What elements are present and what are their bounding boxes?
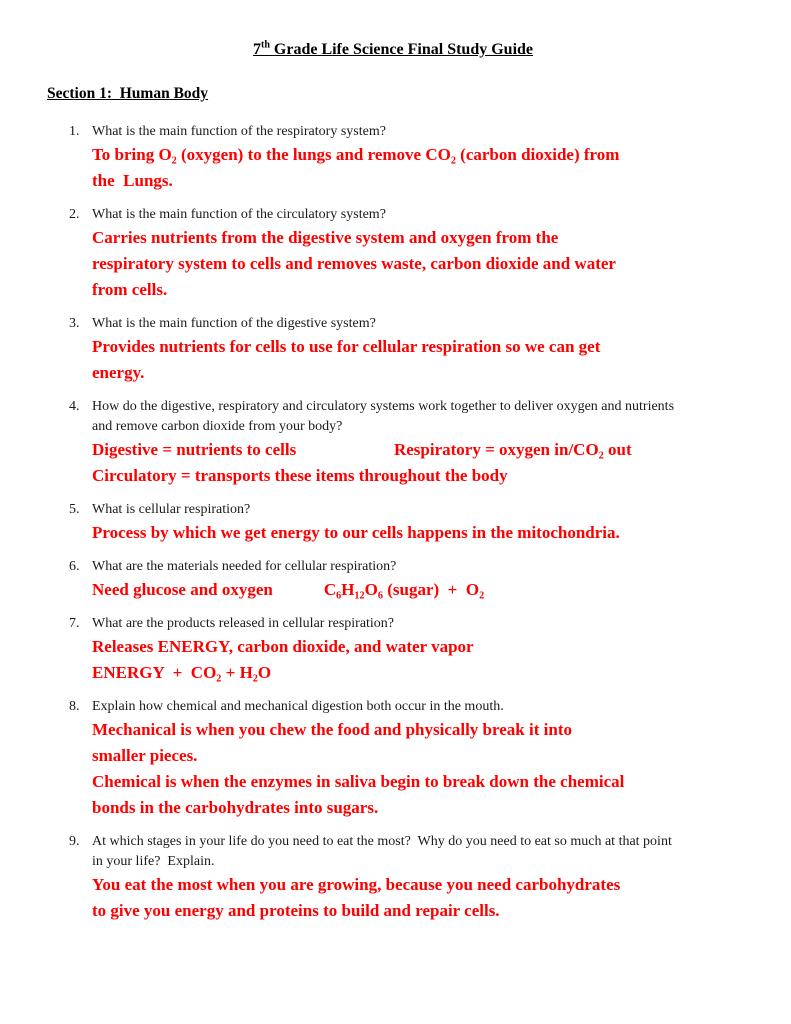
answer-line: smaller pieces. xyxy=(92,746,198,765)
question-content xyxy=(92,205,739,303)
question-content xyxy=(92,500,739,546)
question-text: At which stages in your life do you need to eat the most? Why do you need to eat so much at that point xyxy=(92,834,672,849)
question-item-9 xyxy=(47,832,739,924)
question-content xyxy=(92,314,739,386)
question-text: in your life? Explain. xyxy=(92,854,215,869)
answer-line: Need glucose and oxygen C₆H₁₂O₆ (sugar) + O₂ xyxy=(92,580,485,599)
question-content xyxy=(92,397,739,489)
question-content xyxy=(92,557,739,603)
item-number: 5. xyxy=(69,502,80,517)
question-text: How do the digestive, respiratory and circulatory systems work together to deliver oxygen and nutrients xyxy=(92,399,675,414)
item-number: 7. xyxy=(69,616,80,631)
question-item-6 xyxy=(47,557,739,603)
question-text: What are the materials needed for cellular respiration? xyxy=(92,559,397,574)
question-content xyxy=(92,614,739,686)
item-number: 2. xyxy=(69,207,80,222)
question-item-2 xyxy=(47,205,739,303)
section-heading: Section 1: Human Body xyxy=(47,85,209,102)
page-title-superscript: th xyxy=(260,39,270,51)
item-number: 1. xyxy=(69,124,80,139)
answer-line: energy. xyxy=(92,363,145,382)
question-text: What are the products released in cellular respiration? xyxy=(92,616,395,631)
question-list xyxy=(47,122,739,924)
question-item-8 xyxy=(47,697,739,821)
answer-line: To bring O₂ (oxygen) to the lungs and remove CO₂ (carbon dioxide) from xyxy=(92,145,620,164)
question-content xyxy=(92,832,739,924)
item-number: 3. xyxy=(69,316,80,331)
answer-line: Mechanical is when you chew the food and physically break it into xyxy=(92,720,572,739)
answer-line: ENERGY + CO₂ + H₂O xyxy=(92,663,272,682)
answer-line: Digestive = nutrients to cells Respiratory = oxygen in/CO₂ out xyxy=(92,440,632,459)
answer-line: respiratory system to cells and removes waste, carbon dioxide and water xyxy=(92,254,616,273)
answer-line: to give you energy and proteins to build and repair cells. xyxy=(92,901,500,920)
answer-line: from cells. xyxy=(92,280,168,299)
question-content xyxy=(92,697,739,821)
question-text: What is the main function of the circulatory system? xyxy=(92,207,386,222)
question-text: and remove carbon dioxide from your body? xyxy=(92,419,343,434)
question-text: What is the main function of the digestive system? xyxy=(92,316,376,331)
item-number: 6. xyxy=(69,559,80,574)
item-number: 9. xyxy=(69,834,80,849)
page-title-prefix: 7 xyxy=(252,41,261,58)
question-item-4 xyxy=(47,397,739,489)
answer-line: Circulatory = transports these items throughout the body xyxy=(92,466,508,485)
question-item-7 xyxy=(47,614,739,686)
question-item-3 xyxy=(47,314,739,386)
question-content xyxy=(92,122,739,194)
item-number: 4. xyxy=(69,399,80,414)
answer-line: the Lungs. xyxy=(92,171,173,190)
question-item-5 xyxy=(47,500,739,546)
question-text: What is the main function of the respiratory system? xyxy=(92,124,386,139)
answer-line: Carries nutrients from the digestive system and oxygen from the xyxy=(92,228,559,247)
answer-line: Releases ENERGY, carbon dioxide, and water vapor xyxy=(92,637,474,656)
answer-line: Provides nutrients for cells to use for cellular respiration so we can get xyxy=(92,337,601,356)
answer-line: You eat the most when you are growing, because you need carbohydrates xyxy=(92,875,621,894)
item-number: 8. xyxy=(69,699,80,714)
question-text: What is cellular respiration? xyxy=(92,502,251,517)
question-text: Explain how chemical and mechanical digestion both occur in the mouth. xyxy=(92,699,504,714)
page-title xyxy=(47,40,739,59)
answer-line: Process by which we get energy to our cells happens in the mitochondria. xyxy=(92,523,620,542)
question-item-1 xyxy=(47,122,739,194)
page-title-rest: Grade Life Science Final Study Guide xyxy=(269,41,534,58)
answer-line: bonds in the carbohydrates into sugars. xyxy=(92,798,379,817)
answer-line: Chemical is when the enzymes in saliva begin to break down the chemical xyxy=(92,772,625,791)
